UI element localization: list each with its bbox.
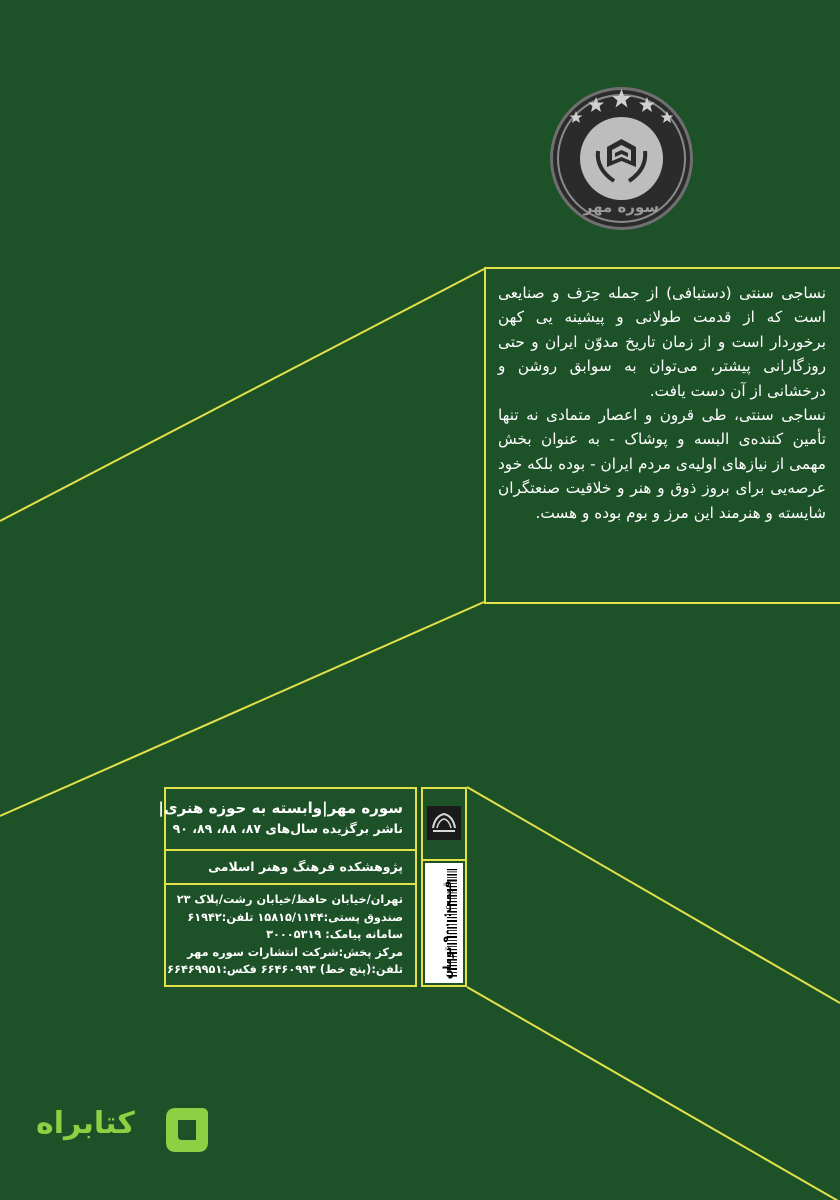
column-divider <box>423 859 465 861</box>
address-line: تهران/خیابان حافظ/خیابان رشت/پلاک ۲۳ <box>176 893 403 906</box>
description-paragraph-1: نساجی سنتی (دستبافی) از جمله حِرَف و صنایعی است که از قدمت طولانی و پیشینه یی کهن برخوردار است و از زمان تاریخ مدوّن ایران و حتی روزگارانی پیشتر، می‌توان به سوابق روشن و درخشانی از آن دست یافت. <box>498 284 826 400</box>
bottom-right-diagonal-line <box>467 987 840 1200</box>
publisher-name: سوره مهر|وابسته به حوزه هنری| <box>158 799 403 817</box>
publisher-info-box <box>158 787 417 987</box>
address-line: تلفن:(پنج خط) ۶۶۴۶۰۹۹۳ فکس:۶۶۴۶۹۹۵۱ <box>167 963 403 977</box>
brand-name: کتابراه <box>36 1106 135 1141</box>
description-paragraph-2: نساجی سنتی، طی قرون و اعصار متمادی نه تنها تأمین کننده‌ی البسه و پوشاک - به عنوان بخش مهمی از نیازهای اولیه‌ی مردم ایران - بوده بلکه خود عرصه‌یی برای بروز ذوق و هنر و خلاقیت صنعتگران شایسته و هنرمند این مرز و بوم بوده و هست. <box>498 406 826 522</box>
publisher-institute: پژوهشکده فرهنگ وهنر اسلامی <box>166 851 415 885</box>
description-box <box>484 267 840 604</box>
publisher-award: ناشر برگزیده سال‌های ۸۷، ۸۸، ۸۹، ۹۰ <box>172 821 403 836</box>
address-line: سامانه پیامک: ۳۰۰۰۵۳۱۹ <box>266 928 403 942</box>
isbn-column <box>421 787 467 987</box>
lower-right-diagonal-line <box>467 787 840 1003</box>
publisher-address <box>166 885 415 979</box>
ketabrah-icon <box>158 1102 214 1158</box>
ketabrah-logo <box>36 1100 216 1160</box>
emblem-medallion <box>580 117 663 200</box>
book-laurel-icon <box>580 117 663 200</box>
upper-diagonal-line <box>0 269 484 521</box>
middle-diagonal-line <box>0 602 484 816</box>
emblem-label: سوره مهر <box>583 198 660 216</box>
publisher-header <box>158 789 415 851</box>
institute-logo-icon <box>427 806 461 840</box>
publisher-emblem <box>550 87 693 230</box>
address-line: مرکز پخش:شرکت انتشارات سوره مهر <box>187 945 403 959</box>
address-line: صندوق پستی:۱۵۸۱۵/۱۱۴۴ تلفن:۶۱۹۴۲ <box>187 910 403 924</box>
price-label: قیمت: ۹۰۰ تومان <box>440 880 454 980</box>
